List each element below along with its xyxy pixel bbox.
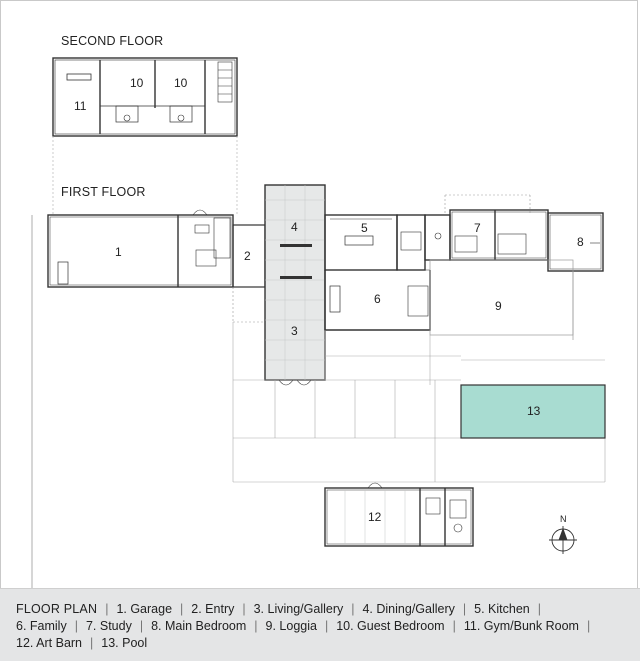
room-number-10b: 10 — [174, 76, 188, 90]
legend-item: 5. Kitchen — [474, 602, 530, 616]
north-arrow — [549, 526, 577, 554]
legend-line-3: 12. Art Barn | 13. Pool — [16, 636, 148, 650]
legend-item: 3. Living/Gallery — [253, 602, 344, 616]
art-barn-block — [325, 483, 473, 546]
legend-item: 11. Gym/Bunk Room — [463, 619, 579, 633]
room-number-4: 4 — [291, 220, 298, 234]
legend-item: 2. Entry — [191, 602, 235, 616]
room-number-1: 1 — [115, 245, 122, 259]
kitchen-block — [325, 215, 450, 270]
legend-item: 8. Main Bedroom — [151, 619, 247, 633]
legend-item: 9. Loggia — [265, 619, 317, 633]
room-number-9: 9 — [495, 299, 502, 313]
north-label: N — [560, 514, 567, 524]
legend-item: 1. Garage — [116, 602, 173, 616]
room-number-12: 12 — [368, 510, 382, 524]
room-number-13: 13 — [527, 404, 541, 418]
legend-line-2: 6. Family | 7. Study | 8. Main Bedroom | 9. Loggia | 10. Guest Bedroom | 11. Gym/Bunk Room | — [16, 619, 591, 633]
room-number-8: 8 — [577, 235, 584, 249]
room-number-7: 7 — [474, 221, 481, 235]
garage-block — [48, 210, 233, 287]
legend-title: FLOOR PLAN — [16, 602, 98, 616]
room-number-3: 3 — [291, 324, 298, 338]
entry-block — [233, 225, 265, 322]
legend-item: 4. Dining/Gallery — [362, 602, 455, 616]
alignment-lines — [53, 136, 237, 216]
legend-item: 6. Family — [16, 619, 67, 633]
gallery-block — [265, 185, 325, 385]
second-floor-heading: SECOND FLOOR — [61, 34, 164, 48]
floor-plan-legend — [0, 588, 640, 661]
room-number-11: 11 — [74, 99, 87, 113]
room-number-5: 5 — [361, 221, 368, 235]
first-floor-heading: FIRST FLOOR — [61, 185, 146, 199]
legend-item: 12. Art Barn — [16, 636, 83, 650]
legend-line-1: FLOOR PLAN | 1. Garage | 2. Entry | 3. Living/Gallery | 4. Dining/Gallery | 5. Kitchen | — [16, 602, 541, 616]
legend-item: 7. Study — [85, 619, 132, 633]
study-block — [445, 195, 548, 260]
main-bedroom-block — [548, 213, 603, 271]
room-number-6: 6 — [374, 292, 381, 306]
legend-item: 13. Pool — [101, 636, 148, 650]
room-number-2: 2 — [244, 249, 251, 263]
room-number-10a: 10 — [130, 76, 144, 90]
legend-item: 10. Guest Bedroom — [336, 619, 445, 633]
second-floor-plan — [53, 58, 237, 136]
